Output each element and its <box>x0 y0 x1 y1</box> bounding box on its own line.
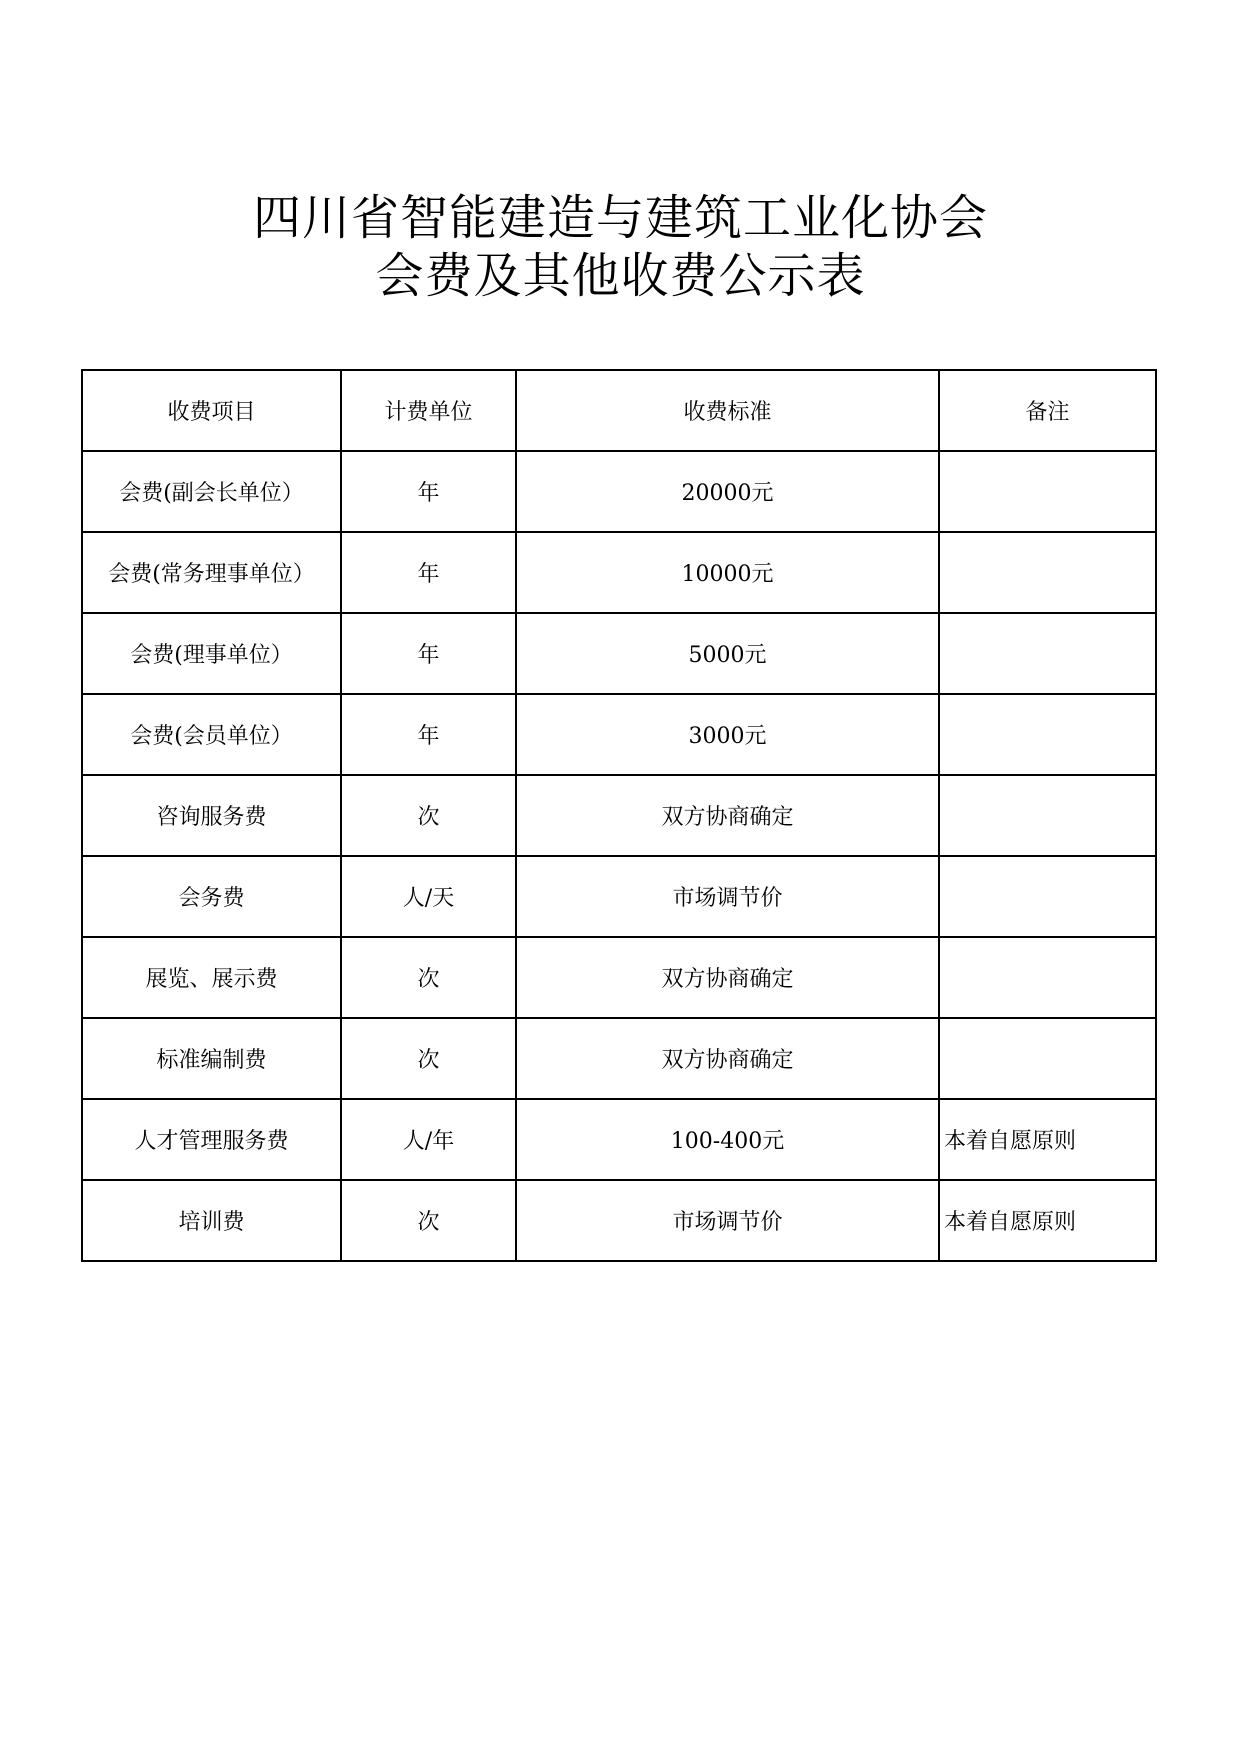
cell-item: 会费(常务理事单位） <box>82 532 341 613</box>
header-unit: 计费单位 <box>341 370 516 451</box>
table-row <box>82 856 1156 937</box>
cell-item: 会务费 <box>82 856 341 937</box>
cell-remark <box>939 856 1156 937</box>
header-standard: 收费标准 <box>516 370 939 451</box>
cell-unit: 次 <box>341 1180 516 1261</box>
cell-item: 培训费 <box>82 1180 341 1261</box>
cell-unit: 年 <box>341 451 516 532</box>
cell-unit: 年 <box>341 613 516 694</box>
cell-remark <box>939 613 1156 694</box>
header-item: 收费项目 <box>82 370 341 451</box>
cell-remark <box>939 694 1156 775</box>
cell-standard: 20000元 <box>516 451 939 532</box>
cell-unit: 人/天 <box>341 856 516 937</box>
cell-item: 咨询服务费 <box>82 775 341 856</box>
table-row <box>82 1099 1156 1180</box>
cell-standard: 5000元 <box>516 613 939 694</box>
table-row <box>82 775 1156 856</box>
cell-standard: 市场调节价 <box>516 1180 939 1261</box>
table-row <box>82 694 1156 775</box>
cell-remark <box>939 1018 1156 1099</box>
cell-item: 会费(会员单位） <box>82 694 341 775</box>
page-title-line-1: 四川省智能建造与建筑工业化协会 <box>252 190 988 246</box>
cell-standard: 双方协商确定 <box>516 937 939 1018</box>
cell-standard: 10000元 <box>516 532 939 613</box>
cell-item: 会费(理事单位） <box>82 613 341 694</box>
table-row <box>82 1018 1156 1099</box>
table-row <box>82 1180 1156 1261</box>
cell-unit: 次 <box>341 775 516 856</box>
cell-remark <box>939 937 1156 1018</box>
table-row <box>82 451 1156 532</box>
cell-item: 人才管理服务费 <box>82 1099 341 1180</box>
cell-unit: 次 <box>341 1018 516 1099</box>
cell-item: 会费(副会长单位） <box>82 451 341 532</box>
cell-standard: 市场调节价 <box>516 856 939 937</box>
header-remark: 备注 <box>939 370 1156 451</box>
cell-item: 展览、展示费 <box>82 937 341 1018</box>
cell-remark: 本着自愿原则 <box>939 1099 1156 1180</box>
table-row <box>82 937 1156 1018</box>
cell-remark <box>939 775 1156 856</box>
cell-unit: 年 <box>341 532 516 613</box>
cell-standard: 100-400元 <box>516 1099 939 1180</box>
cell-standard: 双方协商确定 <box>516 775 939 856</box>
cell-remark <box>939 451 1156 532</box>
table-row <box>82 613 1156 694</box>
cell-unit: 年 <box>341 694 516 775</box>
fee-table <box>81 369 1157 1262</box>
cell-unit: 人/年 <box>341 1099 516 1180</box>
cell-item: 标准编制费 <box>82 1018 341 1099</box>
table-row <box>82 532 1156 613</box>
page-title-line-2: 会费及其他收费公示表 <box>375 248 866 304</box>
cell-standard: 3000元 <box>516 694 939 775</box>
table-header-row <box>82 370 1156 451</box>
cell-remark <box>939 532 1156 613</box>
cell-standard: 双方协商确定 <box>516 1018 939 1099</box>
cell-remark: 本着自愿原则 <box>939 1180 1156 1261</box>
cell-unit: 次 <box>341 937 516 1018</box>
